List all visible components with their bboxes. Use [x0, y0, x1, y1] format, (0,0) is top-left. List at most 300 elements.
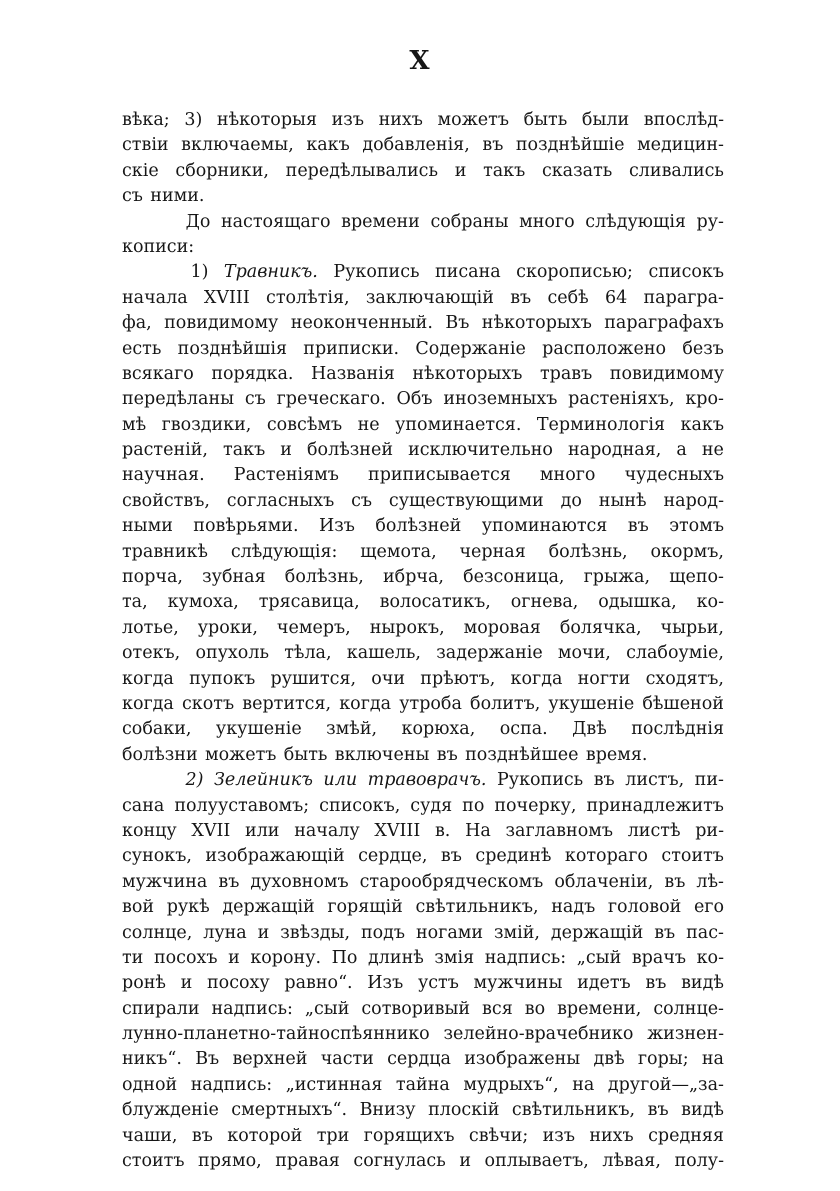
- word: головой: [607, 897, 682, 918]
- word: задержаніе: [436, 643, 543, 664]
- word: Содержаніе: [415, 338, 526, 359]
- word: можетъ: [204, 744, 277, 765]
- word: согласныхъ: [226, 490, 335, 511]
- text-line: [122, 844, 724, 869]
- word: идетъ: [577, 973, 631, 994]
- paragraph: [122, 260, 724, 768]
- word: бѣшеной: [642, 693, 724, 714]
- word: слѣдующія:: [230, 541, 338, 562]
- word: устъ: [417, 973, 459, 994]
- word: котораго: [564, 846, 648, 867]
- text-line: [122, 946, 724, 971]
- word: до: [560, 490, 582, 511]
- word: звѣзды,: [280, 922, 351, 943]
- word: собраны: [430, 211, 509, 232]
- word: XVII: [191, 820, 231, 841]
- word: стоитъ: [122, 1151, 185, 1172]
- word: длинѣ: [368, 947, 424, 968]
- word: чудесныхъ: [624, 465, 724, 486]
- word: когда: [122, 668, 174, 689]
- word: врачъ: [631, 947, 687, 968]
- word: и: [257, 922, 270, 943]
- word: Зелейникъ: [213, 770, 313, 791]
- word: въ: [218, 871, 240, 892]
- word: сотворивый: [361, 998, 471, 1019]
- word: повѣрьями.: [193, 516, 299, 537]
- word: оспа.: [499, 719, 548, 740]
- word: нихъ: [378, 110, 423, 130]
- word: повидимому: [164, 313, 279, 334]
- word: впослѣд-: [643, 110, 724, 130]
- word: ствіи: [122, 135, 169, 156]
- word: безъ: [682, 338, 724, 359]
- word: листъ,: [625, 770, 685, 791]
- word: вѣка;: [122, 110, 170, 130]
- word: существующими: [388, 490, 544, 511]
- text-line: [122, 717, 724, 742]
- word: травоврачъ.: [367, 770, 487, 791]
- word: мудрыхъ“,: [463, 1074, 559, 1095]
- word: змій,: [493, 922, 540, 943]
- word: ногти: [577, 668, 631, 689]
- word: позднѣйшіе: [515, 135, 625, 156]
- word: сердца: [387, 1049, 451, 1070]
- word: никъ“.: [122, 1049, 182, 1070]
- word: не: [701, 440, 724, 461]
- word: корюха,: [401, 719, 476, 740]
- word: ибрча,: [383, 567, 444, 588]
- word: кумоха,: [167, 592, 239, 613]
- word: щемота,: [360, 541, 437, 562]
- page-number: X: [409, 46, 431, 76]
- word: черная: [459, 541, 526, 562]
- word: чырьи,: [660, 617, 724, 638]
- text-line: [122, 743, 724, 768]
- word: повидимому: [609, 363, 724, 384]
- word: Рукопись: [497, 770, 584, 791]
- word: свѣтильникъ,: [511, 1100, 636, 1121]
- word: сборники,: [175, 160, 269, 181]
- text-line: [122, 362, 724, 387]
- text-line: [122, 210, 724, 235]
- text-line: [122, 997, 724, 1022]
- word: чемеръ,: [276, 617, 351, 638]
- word: не: [357, 414, 380, 435]
- word: 1): [190, 262, 209, 283]
- word: лѣвая,: [602, 1151, 661, 1172]
- word: скотъ: [182, 693, 235, 714]
- text-line: [122, 1149, 724, 1174]
- word: которой: [227, 1125, 303, 1146]
- word: ными: [122, 516, 173, 537]
- text-line: [122, 1124, 724, 1149]
- word: спирали: [122, 998, 200, 1019]
- word: включаемы,: [181, 135, 294, 156]
- word: быть: [283, 744, 328, 765]
- word: До: [185, 211, 211, 232]
- word: плоскій: [428, 1100, 500, 1121]
- word: старообрядческомъ: [359, 871, 544, 892]
- text-line: [122, 463, 724, 488]
- word: много: [539, 465, 596, 486]
- word: Травникъ.: [223, 262, 318, 283]
- word: времени,: [557, 998, 642, 1019]
- word: его: [693, 897, 724, 918]
- word: изображены: [464, 1049, 581, 1070]
- text-line: [122, 819, 724, 844]
- word: чаши,: [122, 1125, 178, 1146]
- word: всякаго: [122, 363, 194, 384]
- word: лотье,: [122, 617, 179, 638]
- word: Двѣ: [572, 719, 607, 740]
- text-line: [122, 387, 724, 412]
- word: рукѣ: [166, 897, 210, 918]
- word: растеніяхъ,: [568, 389, 675, 410]
- word: а: [676, 440, 687, 461]
- paragraph-indent: [122, 768, 175, 793]
- word: иноземныхъ: [443, 389, 558, 410]
- word: ко-: [696, 592, 724, 613]
- word: 2): [185, 770, 204, 791]
- word: прѣютъ,: [420, 668, 496, 689]
- word: „сый: [576, 947, 622, 968]
- word: списокъ: [648, 262, 724, 283]
- word: щепо-: [669, 567, 724, 588]
- word: нѣкоторыхъ: [481, 313, 592, 334]
- word: полу-: [674, 1151, 724, 1172]
- word: греческаго.: [276, 389, 386, 410]
- word: растеній,: [122, 440, 208, 461]
- text-line: [122, 184, 724, 209]
- word: передѣланы: [122, 389, 235, 410]
- word: XVIII: [203, 287, 250, 308]
- word: въ: [627, 516, 649, 537]
- word: тайна: [395, 1074, 450, 1095]
- word: кро-: [685, 389, 724, 410]
- word: зелейно-врачебнико: [443, 1024, 634, 1045]
- word: стоитъ: [661, 846, 724, 867]
- word: времени: [341, 211, 420, 232]
- word: прямо,: [198, 1151, 262, 1172]
- word: посоху: [207, 973, 270, 994]
- word: изображающій: [205, 846, 345, 867]
- word: горящихъ: [363, 1125, 455, 1146]
- word: горящій: [327, 897, 403, 918]
- word: травъ: [539, 363, 593, 384]
- word: по: [462, 795, 485, 816]
- word: та,: [122, 592, 148, 613]
- word: Растеніямъ: [233, 465, 339, 486]
- word: корону.: [250, 947, 322, 968]
- word: сунокъ,: [122, 846, 192, 867]
- word: На: [465, 820, 491, 841]
- word: болѣзней: [375, 516, 462, 537]
- word: сана: [122, 795, 165, 816]
- word: рушится,: [270, 668, 357, 689]
- word: народ-: [663, 490, 724, 511]
- word: Названія: [311, 363, 395, 384]
- word: позднѣйшее: [465, 744, 579, 765]
- word: жизнен-: [647, 1024, 724, 1045]
- word: 3): [184, 110, 203, 130]
- word: въ: [482, 135, 504, 156]
- word: сливались: [628, 160, 724, 181]
- word: другой—„за-: [607, 1074, 724, 1095]
- word: „сый: [304, 998, 350, 1019]
- word: надпись:: [484, 947, 567, 968]
- word: укушеніе: [548, 693, 635, 714]
- text-line: [122, 235, 724, 260]
- word: писана: [435, 262, 501, 283]
- word: расположено: [542, 338, 667, 359]
- word: горы;: [637, 1049, 689, 1070]
- word: добавленія,: [362, 135, 470, 156]
- word: равно“.: [284, 973, 353, 994]
- word: можетъ: [437, 110, 509, 130]
- word: когда: [122, 693, 174, 714]
- word: посохъ: [153, 947, 218, 968]
- word: моровая: [463, 617, 541, 638]
- body-text: [122, 108, 724, 1174]
- word: уроки,: [197, 617, 258, 638]
- word: змѣй,: [326, 719, 378, 740]
- text-line: [122, 1047, 724, 1072]
- word: во: [524, 998, 546, 1019]
- text-line: [122, 590, 724, 615]
- word: смертныхъ“.: [231, 1100, 348, 1121]
- word: время.: [585, 744, 648, 765]
- paragraph: [122, 210, 724, 261]
- word: народная,: [568, 440, 662, 461]
- word: фа,: [122, 313, 152, 334]
- word: ру-: [696, 211, 724, 232]
- word: Изъ: [318, 516, 355, 537]
- text-line: [122, 971, 724, 996]
- word: упоминаются: [481, 516, 608, 537]
- word: держащій: [222, 897, 315, 918]
- word: кописи:: [122, 236, 195, 257]
- word: сходятъ,: [645, 668, 724, 689]
- word: изъ: [331, 110, 364, 130]
- word: приписки.: [303, 338, 400, 359]
- word: и: [280, 440, 292, 461]
- word: Рукопись: [333, 262, 420, 283]
- word: передѣлывались: [285, 160, 439, 181]
- word: параграфахъ: [604, 313, 724, 334]
- word: мѣ: [122, 414, 147, 435]
- word: или: [323, 770, 358, 791]
- text-line: [122, 921, 724, 946]
- word: солнце-: [653, 998, 724, 1019]
- word: съ: [244, 389, 266, 410]
- word: заглавномъ: [505, 820, 613, 841]
- word: пупокъ: [189, 668, 256, 689]
- word: безсоница,: [463, 567, 565, 588]
- text-line: [122, 641, 724, 666]
- word: ногами: [415, 922, 484, 943]
- word: ними.: [150, 186, 205, 207]
- word: облаченіи,: [554, 871, 654, 892]
- word: медицин-: [637, 135, 724, 156]
- word: луна: [203, 922, 247, 943]
- word: съ: [122, 186, 143, 207]
- word: Въ: [195, 1049, 220, 1070]
- text-line: [122, 895, 724, 920]
- word: есть: [122, 338, 162, 359]
- word: порча,: [122, 567, 183, 588]
- word: держащій: [550, 922, 644, 943]
- word: мужчина: [122, 871, 208, 892]
- word: нѣкоторыхъ: [412, 363, 523, 384]
- word: опухоль: [195, 643, 269, 664]
- word: мочи,: [557, 643, 611, 664]
- word: ко-: [696, 947, 724, 968]
- word: и: [454, 160, 467, 181]
- word: и: [180, 973, 193, 994]
- word: въ: [664, 871, 686, 892]
- word: Въ: [445, 313, 470, 334]
- word: зубная: [202, 567, 266, 588]
- word: лунно-планетно-тайноспѣяннико: [122, 1024, 430, 1045]
- text-line: [122, 337, 724, 362]
- word: ти: [122, 947, 144, 968]
- paragraph: [122, 108, 724, 210]
- word: сказать: [541, 160, 613, 181]
- text-line: [122, 794, 724, 819]
- word: части: [320, 1049, 374, 1070]
- word: слабоуміе,: [626, 643, 724, 664]
- text-line: [122, 260, 724, 285]
- text-line: [122, 489, 724, 514]
- word: средняя: [648, 1125, 724, 1146]
- word: мужчины: [473, 973, 563, 994]
- word: парагра-: [643, 287, 724, 308]
- paragraph-indent: [122, 260, 175, 285]
- word: сердце,: [358, 846, 428, 867]
- word: болѣзней: [307, 440, 393, 461]
- word: Объ: [396, 389, 433, 410]
- text-line: [122, 133, 724, 158]
- word: послѣднія: [631, 719, 724, 740]
- word: въ: [436, 744, 458, 765]
- word: включены: [334, 744, 430, 765]
- word: съ: [351, 490, 373, 511]
- text-line: [122, 1098, 724, 1123]
- word: надпись:: [190, 1074, 273, 1095]
- word: какъ: [680, 414, 724, 435]
- word: видѣ: [681, 1100, 724, 1121]
- text-line: [122, 1073, 724, 1098]
- word: блужденіе: [122, 1100, 219, 1121]
- word: в.: [434, 820, 451, 841]
- word: солнце,: [122, 922, 193, 943]
- word: упоминается.: [395, 414, 522, 435]
- word: на: [572, 1074, 595, 1095]
- word: двѣ: [593, 1049, 625, 1070]
- word: почерку,: [494, 795, 577, 816]
- word: вертится,: [242, 693, 332, 714]
- word: гвоздики,: [161, 414, 252, 435]
- word: исключительно: [408, 440, 553, 461]
- word: согнулась: [353, 1151, 446, 1172]
- word: нырокъ,: [369, 617, 445, 638]
- word: въ: [191, 1125, 213, 1146]
- word: пас-: [686, 922, 724, 943]
- word: листѣ: [627, 820, 681, 841]
- word: срединѣ: [475, 846, 552, 867]
- word: грыжа,: [583, 567, 651, 588]
- word: верхней: [232, 1049, 308, 1070]
- word: въ: [440, 846, 462, 867]
- word: надпись:: [211, 998, 293, 1019]
- word: свойствъ,: [122, 490, 210, 511]
- text-line: [122, 768, 724, 793]
- word: совсѣмъ: [266, 414, 343, 435]
- word: въ: [645, 973, 667, 994]
- word: концу: [122, 820, 177, 841]
- text-line: [122, 616, 724, 641]
- text-line: [122, 692, 724, 717]
- text-line: [122, 565, 724, 590]
- text-line: [122, 413, 724, 438]
- word: 64: [604, 287, 628, 308]
- text-line: [122, 311, 724, 336]
- paragraph: [122, 768, 724, 1174]
- word: быть: [523, 110, 568, 130]
- word: окормъ,: [650, 541, 724, 562]
- word: укушеніе: [215, 719, 302, 740]
- word: нынѣ: [598, 490, 647, 511]
- text-line: [122, 286, 724, 311]
- word: скіе: [122, 160, 159, 181]
- word: судя: [410, 795, 453, 816]
- word: волосатикъ,: [379, 592, 491, 613]
- word: правая: [275, 1151, 340, 1172]
- word: ри-: [695, 820, 724, 841]
- word: такъ: [223, 440, 266, 461]
- word: одной: [122, 1074, 178, 1095]
- word: неоконченный.: [290, 313, 433, 334]
- text-line: [122, 870, 724, 895]
- word: изъ: [542, 1125, 575, 1146]
- word: ронѣ: [122, 973, 166, 994]
- paragraph-indent: [122, 210, 175, 235]
- word: какъ: [306, 135, 350, 156]
- word: надъ: [551, 897, 596, 918]
- word: лѣ-: [696, 871, 724, 892]
- word: подъ: [360, 922, 406, 943]
- word: травникѣ: [122, 541, 208, 562]
- word: духовномъ: [250, 871, 349, 892]
- word: огнева,: [510, 592, 579, 613]
- word: слѣдующія: [585, 211, 686, 232]
- text-line: [122, 540, 724, 565]
- word: видѣ: [681, 973, 724, 994]
- word: болитъ,: [470, 693, 541, 714]
- word: змія: [434, 947, 475, 968]
- word: когда: [510, 668, 563, 689]
- word: Внизу: [359, 1100, 416, 1121]
- word: очи: [371, 668, 406, 689]
- text-line: [122, 514, 724, 539]
- word: свѣтильникъ,: [415, 897, 539, 918]
- word: научная.: [122, 465, 205, 486]
- word: въ: [593, 770, 615, 791]
- word: Изъ: [367, 973, 404, 994]
- word: „истинная: [285, 1074, 383, 1095]
- word: и: [228, 947, 240, 968]
- text-line: [122, 438, 724, 463]
